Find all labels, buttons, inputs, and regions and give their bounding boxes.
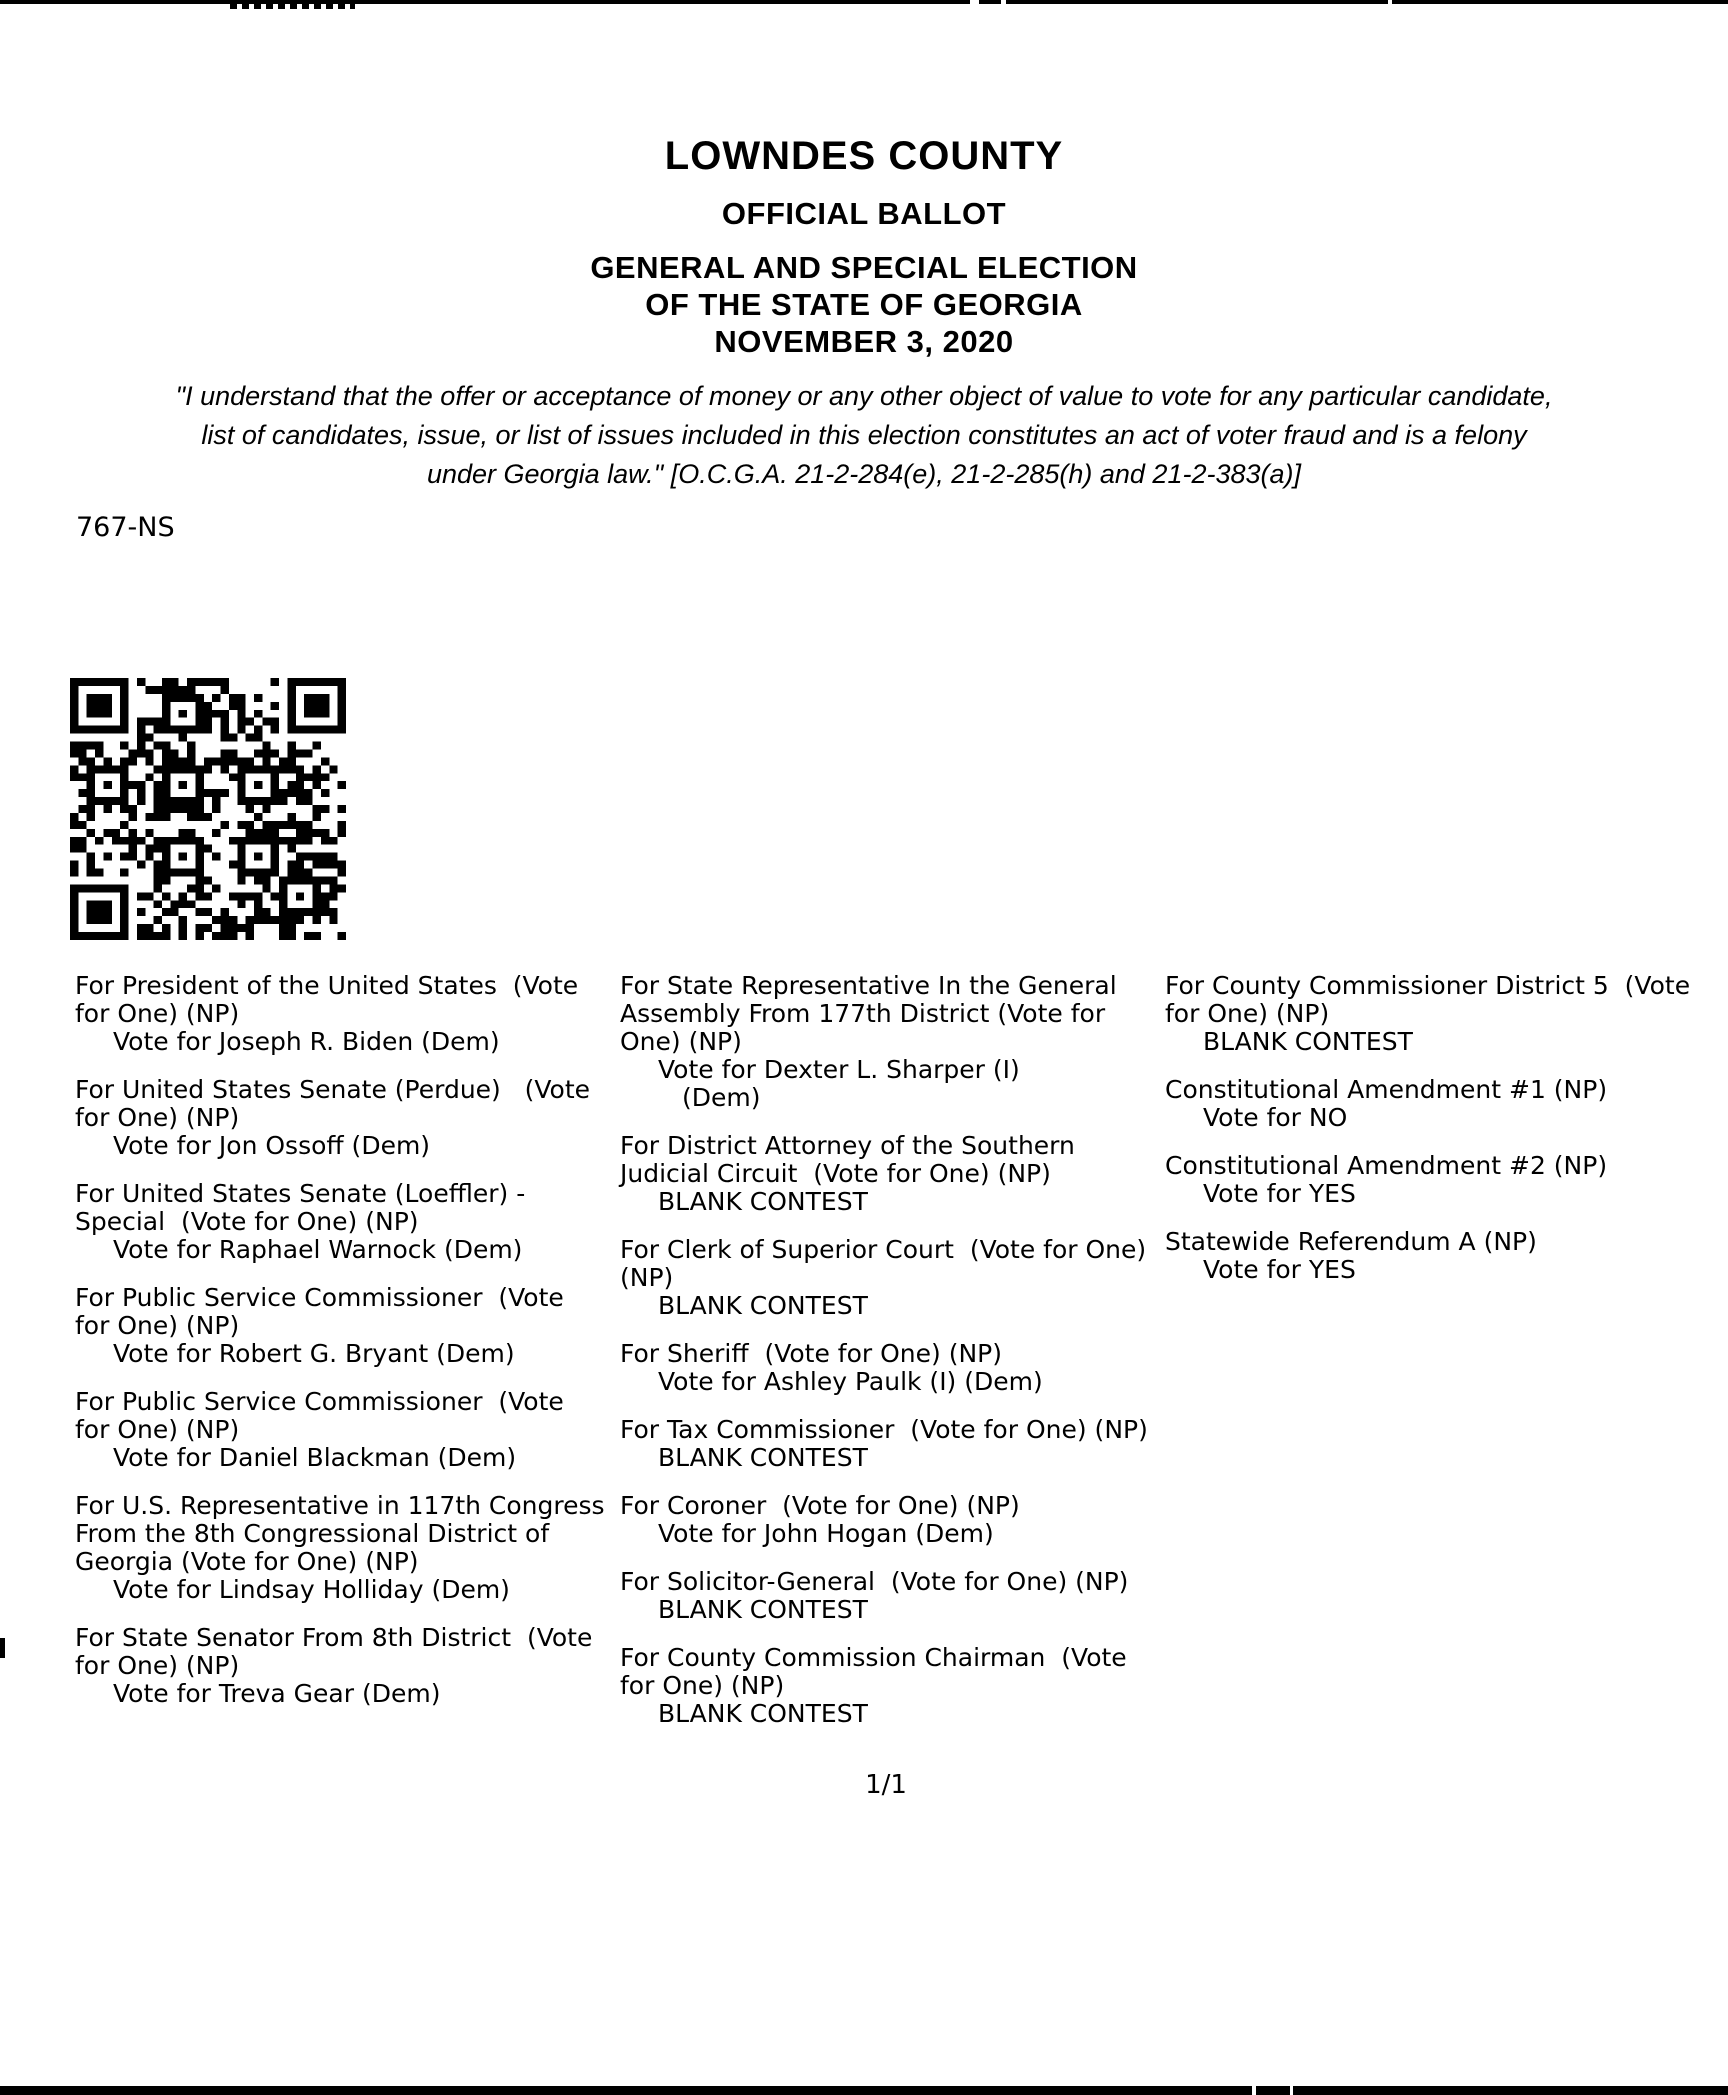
contest [1165, 1076, 1728, 1132]
fraud-disclaimer [0, 377, 1728, 494]
contest-selection-line: BLANK CONTEST [658, 1291, 868, 1320]
contest-title-line: Special (Vote for One) (NP) [75, 1207, 419, 1236]
contest-selection-line: Vote for Treva Gear (Dem) [113, 1679, 441, 1708]
contest-title-line: For Clerk of Superior Court (Vote for One) [620, 1235, 1147, 1264]
ballot-type-title: OFFICIAL BALLOT [721, 196, 1007, 231]
contest-selection-line: BLANK CONTEST [1203, 1027, 1413, 1056]
contest [75, 1284, 623, 1368]
contest-selection-line: Vote for YES [1203, 1255, 1356, 1284]
contest [1165, 1228, 1728, 1284]
contest [620, 972, 1168, 1112]
contest [75, 972, 623, 1056]
contest-title-line: for One) (NP) [1165, 999, 1330, 1028]
fraud-disclaimer-line: under Georgia law." [O.C.G.A. 21-2-284(e), 21-2-285(h) and 21-2-383(a)] [426, 459, 1302, 489]
contest-selection-line: BLANK CONTEST [658, 1699, 868, 1728]
contest-selection-line: Vote for John Hogan (Dem) [658, 1519, 994, 1548]
contest [75, 1388, 623, 1472]
county-title: LOWNDES COUNTY [664, 134, 1064, 178]
contest-title-line: (NP) [620, 1263, 674, 1292]
fraud-disclaimer-line: "I understand that the offer or acceptance of money or any other object of value to vote for any particular candidate, [175, 381, 1553, 411]
contest-title-line: Statewide Referendum A (NP) [1165, 1227, 1537, 1256]
contest [75, 1076, 623, 1160]
contest-title-line: for One) (NP) [75, 1103, 240, 1132]
ballot-style-code: 767-NS [76, 512, 175, 543]
contest [75, 1624, 623, 1708]
contest-selection-line: Vote for Robert G. Bryant (Dem) [113, 1339, 515, 1368]
contest-title-line: For President of the United States (Vote [75, 971, 579, 1000]
contest-selection-line: Vote for Jon Ossoff (Dem) [113, 1131, 431, 1160]
contest-selection-line: Vote for Ashley Paulk (I) (Dem) [658, 1367, 1043, 1396]
contest [75, 1180, 623, 1264]
contest [1165, 972, 1728, 1056]
contest-title-line: Constitutional Amendment #2 (NP) [1165, 1151, 1608, 1180]
election-title-line: NOVEMBER 3, 2020 [714, 324, 1014, 359]
contest [620, 1340, 1168, 1396]
contest [620, 1132, 1168, 1216]
election-title-line: OF THE STATE OF GEORGIA [645, 287, 1083, 322]
contest-title-line: For U.S. Representative in 117th Congress [75, 1491, 605, 1520]
contest [75, 1492, 623, 1604]
contest-title-line: for One) (NP) [75, 1311, 240, 1340]
contest-title-line: For Public Service Commissioner (Vote [75, 1387, 564, 1416]
contest-title-line: For County Commissioner District 5 (Vote [1165, 971, 1691, 1000]
contest-title-line: Judicial Circuit (Vote for One) (NP) [620, 1159, 1051, 1188]
ballot-column-1 [75, 972, 623, 1728]
contest-selection-line: Vote for Dexter L. Sharper (I) [658, 1055, 1020, 1084]
contest-title-line: One) (NP) [620, 1027, 742, 1056]
contest-selection-line: Vote for YES [1203, 1179, 1356, 1208]
contest-title-line: For Public Service Commissioner (Vote [75, 1283, 564, 1312]
contest-title-line: Assembly From 177th District (Vote for [620, 999, 1106, 1028]
contest-selection-line: Vote for Raphael Warnock (Dem) [113, 1235, 523, 1264]
contest-title-line: From the 8th Congressional District of [75, 1519, 550, 1548]
contest-selection-line: Vote for Daniel Blackman (Dem) [113, 1443, 517, 1472]
election-title [0, 249, 1728, 360]
contest [620, 1568, 1168, 1624]
contest-selection-line: Vote for Lindsay Holliday (Dem) [113, 1575, 510, 1604]
contest-title-line: For United States Senate (Loeffler) - [75, 1179, 526, 1208]
contest-title-line: Georgia (Vote for One) (NP) [75, 1547, 419, 1576]
contest-title-line: For District Attorney of the Southern [620, 1131, 1075, 1160]
contest-selection-line: Vote for NO [1203, 1103, 1348, 1132]
contest-title-line: for One) (NP) [75, 1651, 240, 1680]
ballot-column-3 [1165, 972, 1728, 1304]
contest-title-line: For United States Senate (Perdue) (Vote [75, 1075, 591, 1104]
contest [620, 1644, 1168, 1728]
contest-selection-line: BLANK CONTEST [658, 1443, 868, 1472]
contest-selection-line: (Dem) [682, 1083, 761, 1112]
contest-title-line: For State Representative In the General [620, 971, 1117, 1000]
contest-title-line: For Solicitor-General (Vote for One) (NP) [620, 1567, 1129, 1596]
contest-selection-line: Vote for Joseph R. Biden (Dem) [113, 1027, 500, 1056]
contest-title-line: For Coroner (Vote for One) (NP) [620, 1491, 1020, 1520]
contest-title-line: for One) (NP) [75, 1415, 240, 1444]
scan-artifact-bottom-line [0, 2086, 1728, 2095]
election-title-line: GENERAL AND SPECIAL ELECTION [590, 250, 1138, 285]
page-number: 1/1 [865, 1770, 907, 1800]
qr-code [70, 678, 346, 940]
scan-artifact-left-mark [0, 1638, 5, 1658]
scan-artifact-top-dots [230, 4, 355, 9]
contest [1165, 1152, 1728, 1208]
ballot-column-2 [620, 972, 1168, 1748]
contest-title-line: for One) (NP) [620, 1671, 785, 1700]
contest [620, 1236, 1168, 1320]
contest-title-line: For Tax Commissioner (Vote for One) (NP) [620, 1415, 1148, 1444]
contest-selection-line: BLANK CONTEST [658, 1595, 868, 1624]
contest-selection-line: BLANK CONTEST [658, 1187, 868, 1216]
contest-title-line: Constitutional Amendment #1 (NP) [1165, 1075, 1608, 1104]
contest-title-line: For State Senator From 8th District (Vote [75, 1623, 593, 1652]
contest-title-line: for One) (NP) [75, 999, 240, 1028]
fraud-disclaimer-line: list of candidates, issue, or list of issues included in this election constitutes an act of voter fraud and is a felony [201, 420, 1527, 450]
contest [620, 1416, 1168, 1472]
contest-title-line: For County Commission Chairman (Vote [620, 1643, 1127, 1672]
contest-title-line: For Sheriff (Vote for One) (NP) [620, 1339, 1002, 1368]
contest [620, 1492, 1168, 1548]
